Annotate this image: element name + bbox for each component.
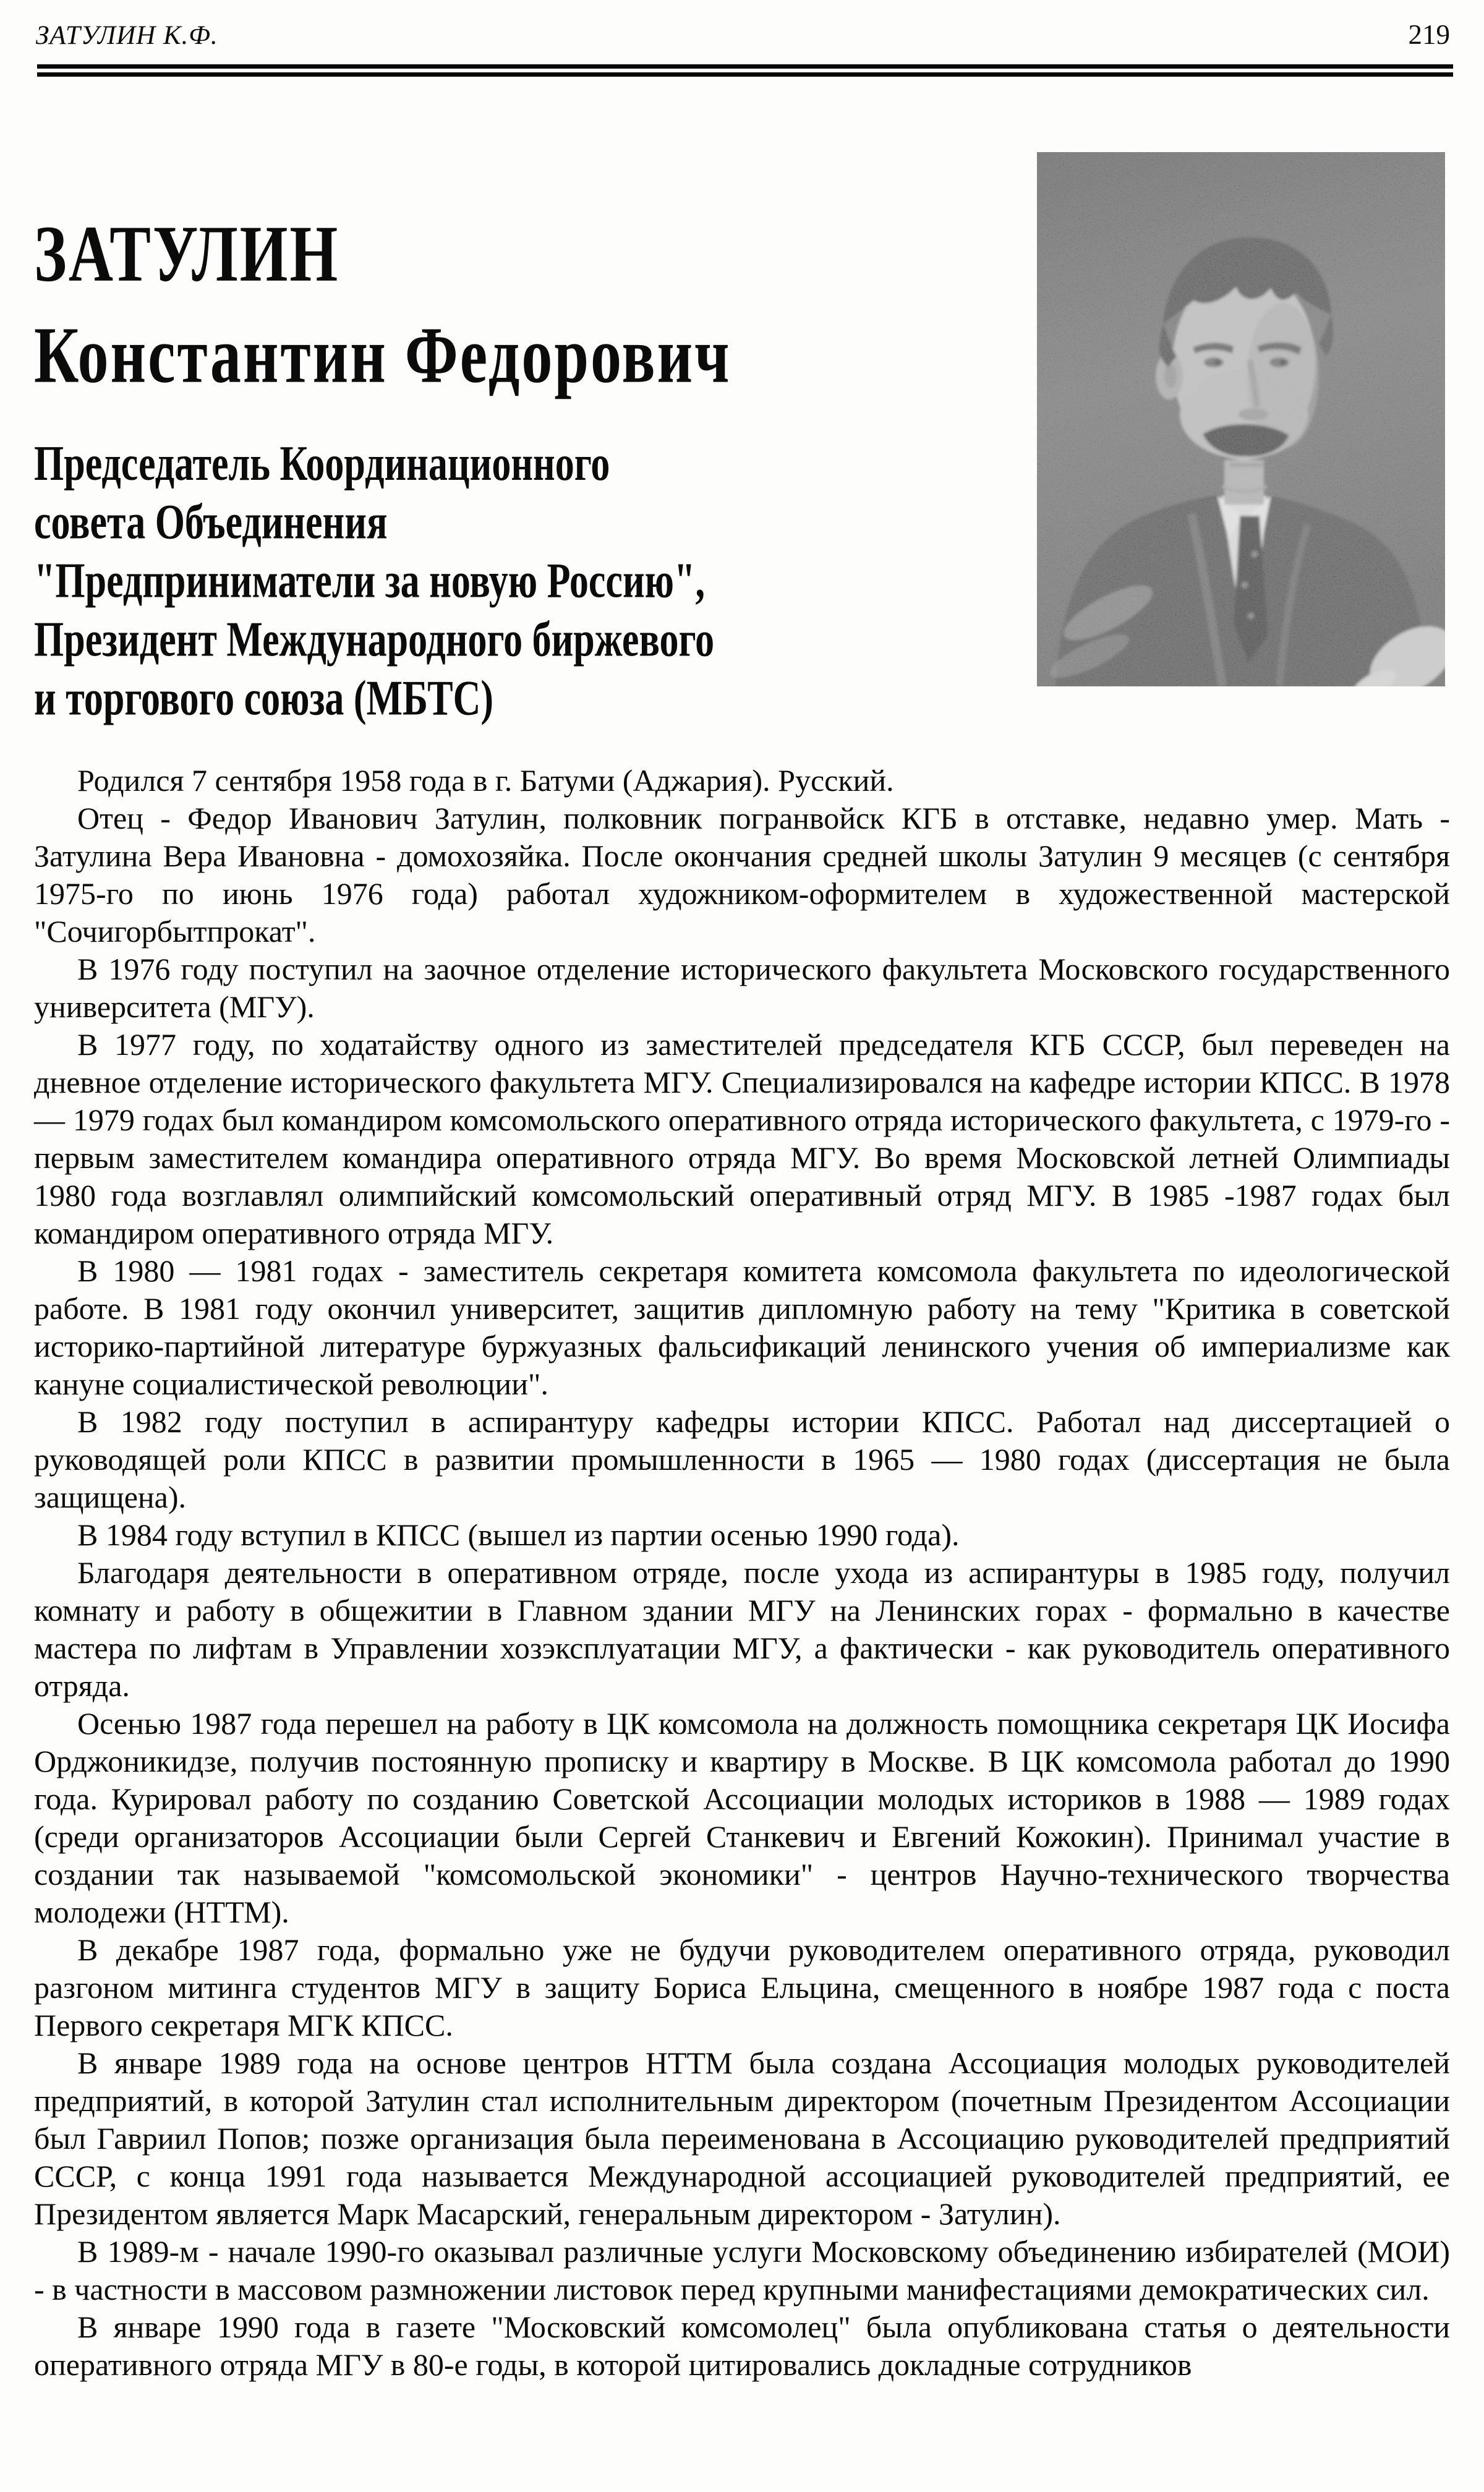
biography-paragraph: В декабре 1987 года, формально уже не будучи руководителем оперативного отряда, руководил разгоном митинга студентов МГУ в защиту Бориса Ельцина, смещенного в ноябре 1987 года с поста Первого секретаря МГК КПСС. <box>34 1932 1450 2042</box>
biography-paragraph: Осенью 1987 года перешел на работу в ЦК комсомола на должность помощника секретаря ЦК Иосифа Орджоникидзе, получив постоянную прописку и квартиру в Москве. В ЦК комсомола работал до 1990 года. Курировал работу по созданию Советской Ассоциации молодых историков в 1988 — 1989 годах (среди организаторов Ассоциации были Сергей Станкевич и Евгений Кожокин). Принимал участие в создании так называемой "комсомольской экономики" - центров Научно-технического творчества молодежи (НТТМ). <box>34 1706 1450 1929</box>
biography-paragraph: В 1984 году вступил в КПСС (вышел из партии осенью 1990 года). <box>77 1517 960 1552</box>
biography-text <box>34 762 1450 2384</box>
biography-paragraph: В 1989-м - начале 1990-го оказывал различные услуги Московскому объединению избирателей (МОИ) - в частности в массовом размножении листовок перед крупными манифестациями демократических сил. <box>34 2234 1450 2306</box>
position-line: Председатель Координационного <box>34 436 610 491</box>
position-line: и торгового союза (МБТС) <box>34 671 494 726</box>
biography-paragraph: В 1976 году поступил на заочное отделение исторического факультета Московского государственного университета (МГУ). <box>34 952 1450 1024</box>
header-rule-top <box>37 64 1453 69</box>
position-line: "Предприниматели за новую Россию", <box>34 553 705 608</box>
biography-paragraph: В 1980 — 1981 годах - заместитель секретаря комитета комсомола факультета по идеологической работе. В 1981 году окончил университет, защитив дипломную работу на тему "Критика в советской историко-партийной литературе буржуазных фальсификаций ленинского учения об империализме как кануне социалистической революции". <box>34 1253 1450 1401</box>
biography-paragraph: В 1982 году поступил в аспирантуру кафедры истории КПСС. Работал над диссертацией о руководящей роли КПСС в развитии промышленности в 1965 — 1980 годах (диссертация не была защищена). <box>34 1404 1450 1514</box>
positions-block <box>34 435 714 728</box>
position-line: совета Объединения <box>34 495 388 550</box>
biography-paragraph: Отец - Федор Иванович Затулин, полковник погранвойск КГБ в отставке, недавно умер. Мать - Затулина Вера Ивановна - домохозяйка. После окончания средней школы Затулин 9 месяцев (с сентября 1975-го по июнь 1976 года) работал художником-оформителем в художественной мастерской "Сочигорбытпрокат". <box>34 801 1450 949</box>
person-name <box>34 203 731 406</box>
person-given-names: Константин Федорович <box>34 310 731 400</box>
biography-paragraph: В январе 1989 года на основе центров НТТМ была создана Ассоциация молодых руководителей предприятий, в которой Затулин стал исполнительным директором (почетным Президентом Ассоциации был Гавриил Попов; позже организация была переименована в Ассоциацию руководителей предприятий СССР, с конца 1991 года называется Международной ассоциацией руководителей предприятий, ее Президентом является Марк Масарский, генеральным директором - Затулин). <box>34 2046 1450 2231</box>
portrait-photo <box>1037 152 1445 686</box>
biography-paragraph: Родился 7 сентября 1958 года в г. Батуми (Аджария). Русский. <box>77 763 894 798</box>
biography-paragraph: Благодаря деятельности в оперативном отряде, после ухода из аспирантуры в 1985 году, получил комнату и работу в общежитии в Главном здании МГУ на Ленинских горах - формально в качестве мастера по лифтам в Управлении хозэксплуатации МГУ, а фактически - как руководитель оперативного отряда. <box>34 1555 1450 1703</box>
header-rule <box>37 64 1453 77</box>
person-surname: ЗАТУЛИН <box>34 209 340 299</box>
biography-paragraph: В январе 1990 года в газете "Московский комсомолец" была опубликована статья о деятельности оперативного отряда МГУ в 80-е годы, в которой цитировались докладные сотрудников <box>34 2310 1450 2382</box>
portrait-photo-image <box>1037 152 1445 686</box>
page-number: 219 <box>1408 19 1450 50</box>
running-title: ЗАТУЛИН К.Ф. <box>36 21 218 50</box>
header-rule-bottom <box>37 72 1453 77</box>
biography-paragraph: В 1977 году, по ходатайству одного из заместителей председателя КГБ СССР, был переведен на дневное отделение исторического факультета МГУ. Специализировался на кафедре истории КПСС. В 1978 — 1979 годах был командиром комсомольского оперативного отряда исторического факультета, с 1979-го - первым заместителем командира оперативного отряда МГУ. Во время Московской летней Олимпиады 1980 года возглавлял олимпийский комсомольский оперативный отряд МГУ. В 1985 -1987 годах был командиром оперативного отряда МГУ. <box>34 1027 1450 1250</box>
page-header <box>36 19 1450 51</box>
position-line: Президент Международного биржевого <box>34 612 715 667</box>
